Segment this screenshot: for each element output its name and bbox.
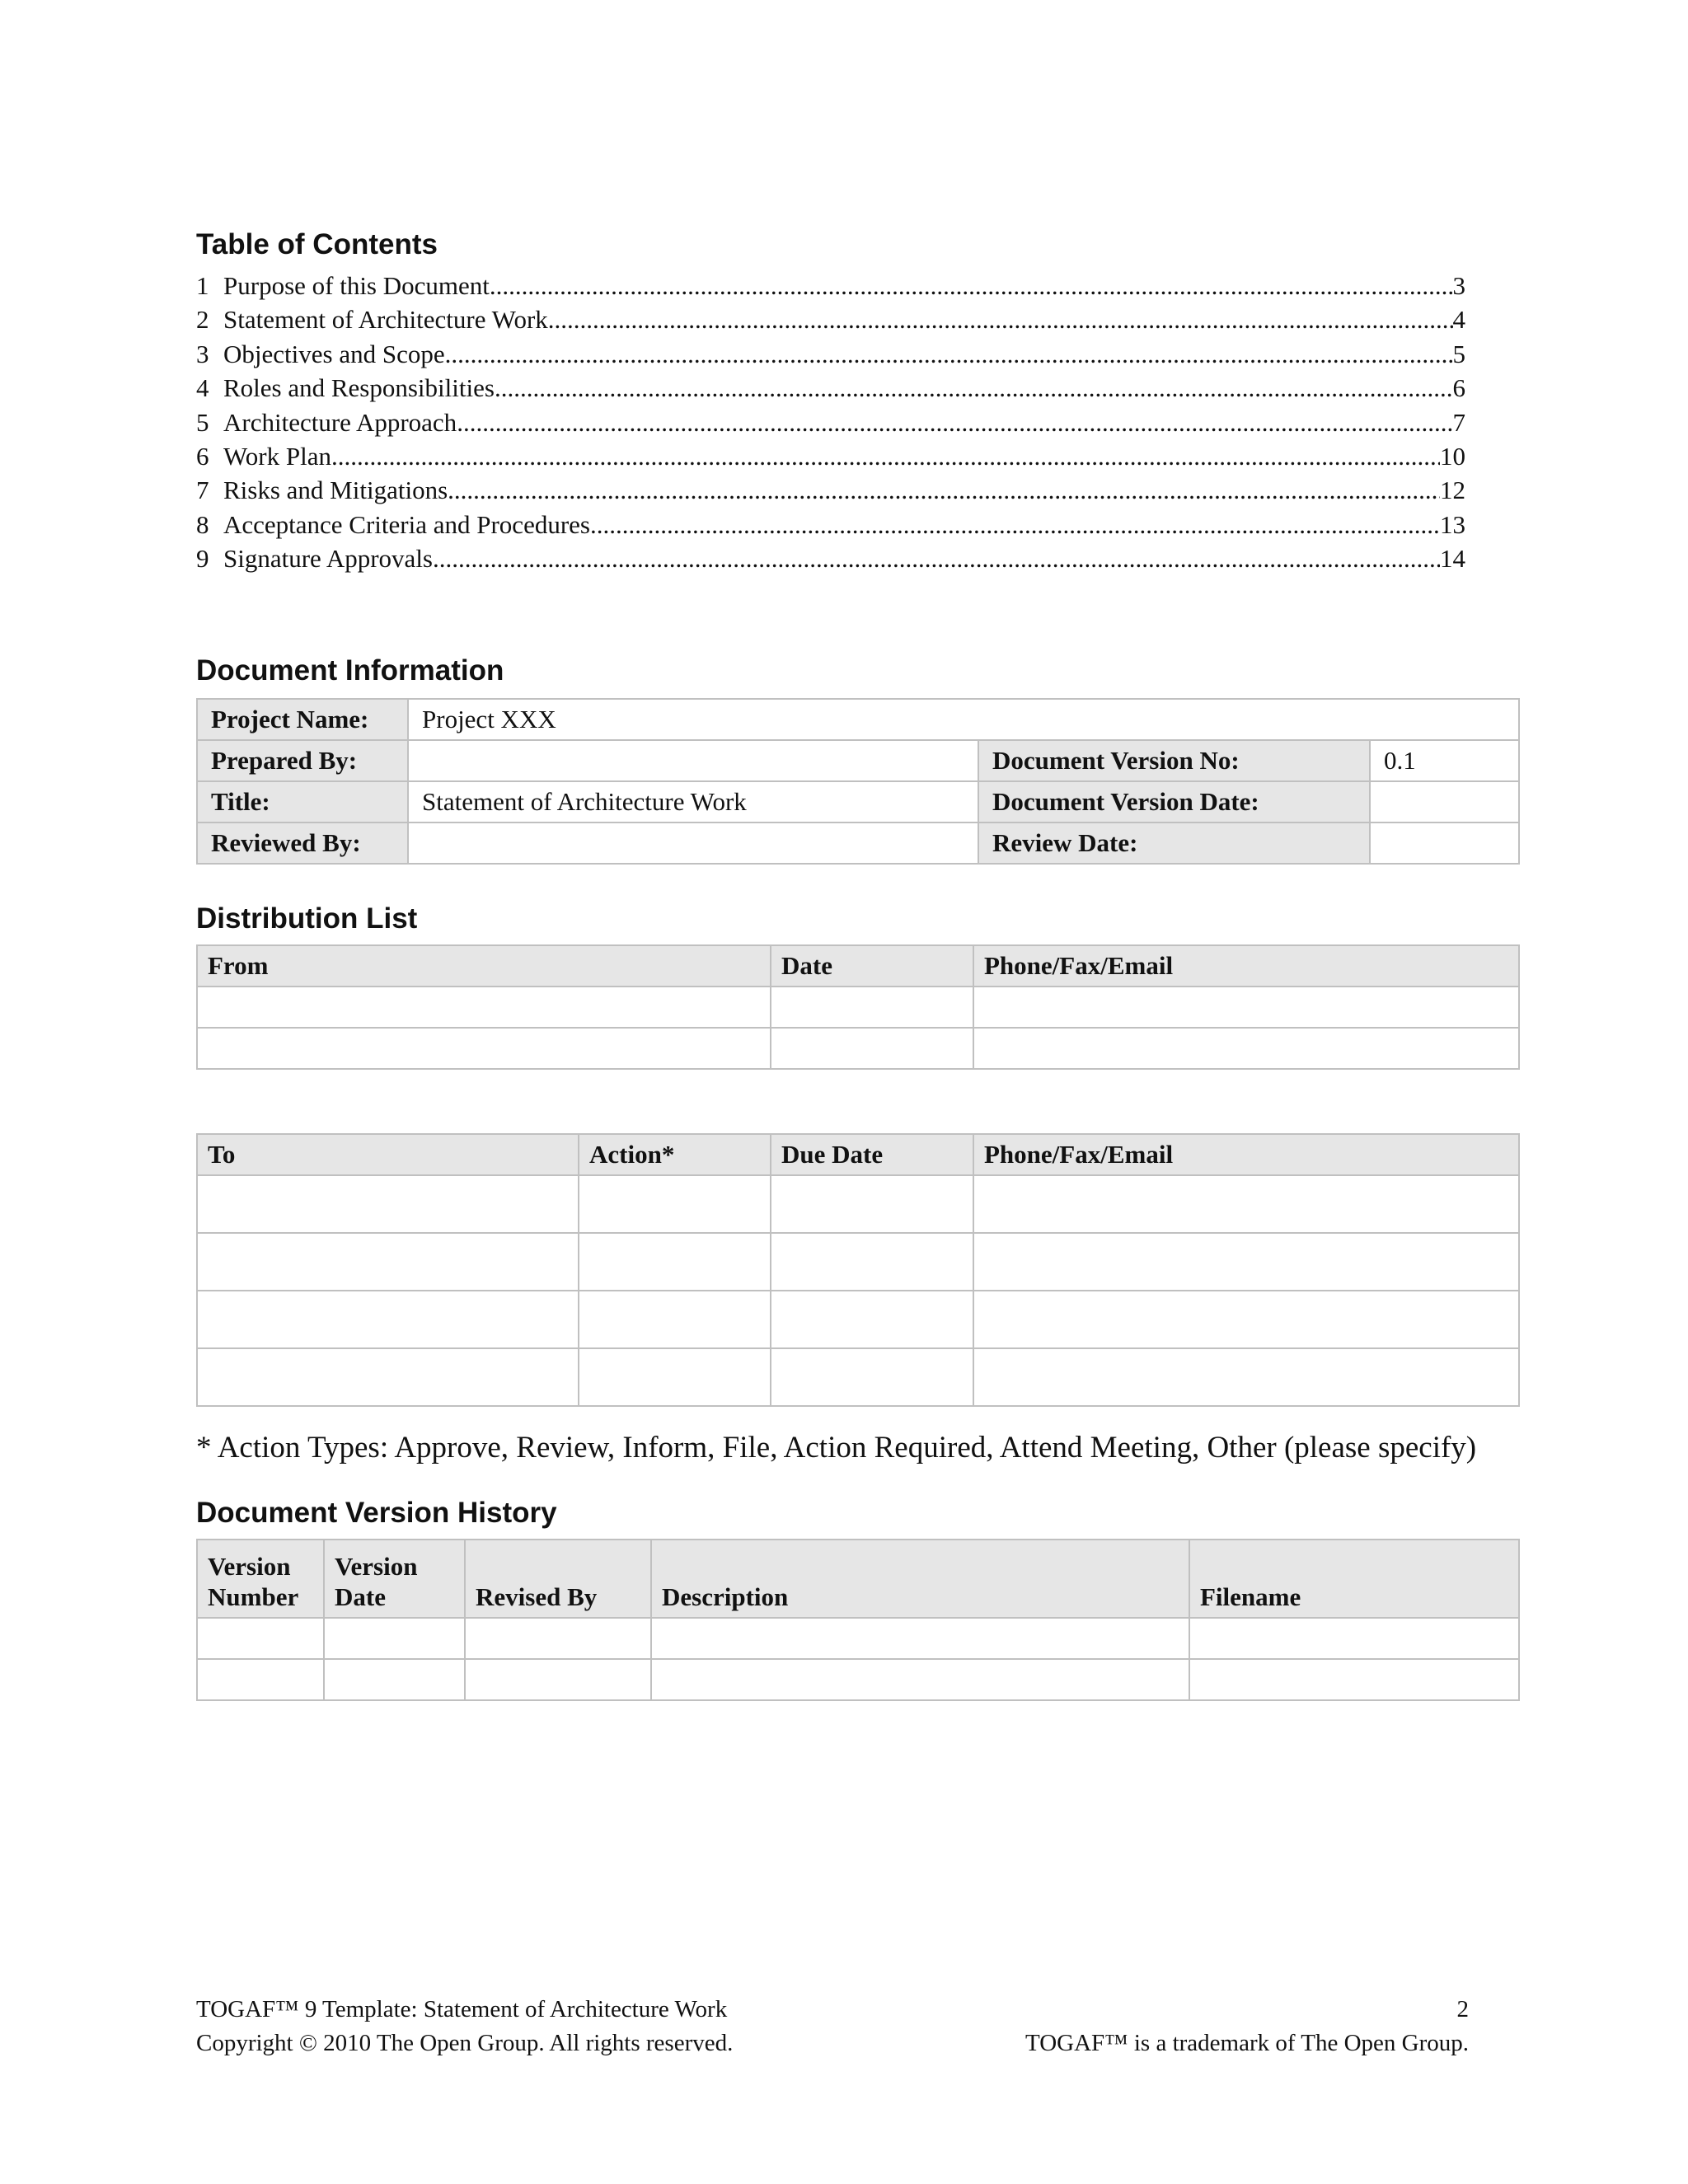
footer-trademark: TOGAF™ is a trademark of The Open Group. [1025, 2030, 1469, 2056]
description-cell[interactable] [651, 1618, 1189, 1659]
footer-template-title: TOGAF™ 9 Template: Statement of Architecture Work [196, 1996, 728, 2022]
table-row [197, 781, 1519, 823]
distribution-to-table [196, 1133, 1520, 1407]
revised-by-cell[interactable] [465, 1618, 651, 1659]
version-history-heading: Document Version History [196, 1497, 557, 1529]
to-cell[interactable] [197, 1175, 579, 1233]
column-header-phone-fax-email: Phone/Fax/Email [973, 1134, 1519, 1175]
toc-entry-page: 13 [1440, 509, 1465, 539]
column-header-phone-fax-email: Phone/Fax/Email [973, 945, 1519, 987]
phone-fax-email-cell[interactable] [973, 1233, 1519, 1291]
due-date-cell[interactable] [771, 1348, 973, 1406]
column-header-filename: Filename [1189, 1540, 1519, 1618]
toc-leader-dots [590, 508, 1440, 541]
description-cell[interactable] [651, 1659, 1189, 1700]
phone-fax-email-cell[interactable] [973, 1348, 1519, 1406]
action-cell[interactable] [579, 1175, 771, 1233]
toc-entry-page: 6 [1452, 373, 1465, 403]
action-cell[interactable] [579, 1291, 771, 1348]
date-cell[interactable] [771, 1028, 973, 1069]
page-footer [196, 1993, 1469, 2060]
phone-fax-email-cell[interactable] [973, 1291, 1519, 1348]
table-row [197, 1291, 1519, 1348]
table-row [197, 699, 1519, 740]
footer-page-number: 2 [1456, 1996, 1469, 2022]
review-date-label: Review Date: [978, 823, 1370, 864]
toc-entry[interactable] [196, 541, 1465, 575]
toc-entry-number: 2 [196, 305, 209, 335]
toc-entry-page: 7 [1452, 407, 1465, 437]
due-date-cell[interactable] [771, 1291, 973, 1348]
column-header-from: From [197, 945, 771, 987]
column-header-to: To [197, 1134, 579, 1175]
document-information-heading: Document Information [196, 654, 504, 687]
toc-entry-page: 14 [1440, 544, 1465, 574]
toc-entry-number: 4 [196, 373, 209, 403]
toc-entry-title: Acceptance Criteria and Procedures [223, 509, 590, 539]
toc-entry[interactable] [196, 473, 1465, 507]
document-version-no-field[interactable]: 0.1 [1370, 740, 1519, 781]
reviewed-by-label: Reviewed By: [197, 823, 408, 864]
toc-entry-number: 1 [196, 271, 209, 300]
toc-entry-page: 12 [1440, 476, 1465, 505]
to-cell[interactable] [197, 1291, 579, 1348]
toc-entry-number: 6 [196, 441, 209, 471]
toc-entry-page: 10 [1440, 441, 1465, 471]
action-types-note: * Action Types: Approve, Review, Inform, File, Action Required, Attend Meeting, Other (please specify) [196, 1431, 1477, 1465]
toc-entry-title: Objectives and Scope [223, 339, 445, 368]
table-row [197, 987, 1519, 1028]
toc-entry[interactable] [196, 371, 1465, 405]
table-of-contents [196, 227, 1465, 576]
title-field[interactable]: Statement of Architecture Work [408, 781, 978, 823]
toc-entry[interactable] [196, 439, 1465, 473]
filename-cell[interactable] [1189, 1659, 1519, 1700]
table-header-row [197, 1540, 1519, 1618]
toc-leader-dots [548, 302, 1453, 336]
column-header-version-date: Version Date [324, 1540, 465, 1618]
column-header-revised-by: Revised By [465, 1540, 651, 1618]
toc-leader-dots [495, 371, 1453, 405]
toc-entry-title: Signature Approvals [223, 544, 433, 574]
due-date-cell[interactable] [771, 1233, 973, 1291]
from-cell[interactable] [197, 1028, 771, 1069]
toc-entry-page: 3 [1452, 271, 1465, 300]
prepared-by-label: Prepared By: [197, 740, 408, 781]
phone-fax-email-cell[interactable] [973, 987, 1519, 1028]
table-row [197, 1233, 1519, 1291]
toc-entry[interactable] [196, 302, 1465, 336]
toc-leader-dots [457, 405, 1452, 439]
toc-entry-title: Purpose of this Document [223, 271, 490, 300]
toc-heading: Table of Contents [196, 228, 438, 260]
footer-row [196, 2027, 1469, 2060]
to-cell[interactable] [197, 1348, 579, 1406]
toc-entry-number: 8 [196, 509, 209, 539]
phone-fax-email-cell[interactable] [973, 1028, 1519, 1069]
toc-leader-dots [433, 541, 1440, 575]
table-row [197, 1175, 1519, 1233]
table-row [197, 823, 1519, 864]
due-date-cell[interactable] [771, 1175, 973, 1233]
toc-entry[interactable] [196, 405, 1465, 439]
distribution-list-heading: Distribution List [196, 902, 418, 935]
toc-entry-title: Risks and Mitigations [223, 476, 448, 505]
toc-entry[interactable] [196, 508, 1465, 541]
reviewed-by-field[interactable] [408, 823, 978, 864]
toc-entry[interactable] [196, 269, 1465, 302]
table-header-row [197, 1134, 1519, 1175]
table-row [197, 740, 1519, 781]
phone-fax-email-cell[interactable] [973, 1175, 1519, 1233]
from-cell[interactable] [197, 987, 771, 1028]
footer-copyright: Copyright © 2010 The Open Group. All rights reserved. [196, 2030, 734, 2056]
toc-entry[interactable] [196, 337, 1465, 371]
action-cell[interactable] [579, 1233, 771, 1291]
toc-leader-dots [490, 269, 1453, 302]
toc-entry-number: 7 [196, 476, 209, 505]
to-cell[interactable] [197, 1233, 579, 1291]
document-version-date-field[interactable] [1370, 781, 1519, 823]
table-row [197, 1659, 1519, 1700]
version-date-cell[interactable] [324, 1618, 465, 1659]
table-header-row [197, 945, 1519, 987]
title-label: Title: [197, 781, 408, 823]
filename-cell[interactable] [1189, 1618, 1519, 1659]
toc-entry-page: 5 [1452, 339, 1465, 368]
toc-entry-title: Architecture Approach [223, 407, 457, 437]
table-row [197, 1618, 1519, 1659]
table-row [197, 1348, 1519, 1406]
toc-entry-number: 5 [196, 407, 209, 437]
column-header-description: Description [651, 1540, 1189, 1618]
version-history-section [196, 1496, 1518, 1701]
version-date-cell[interactable] [324, 1659, 465, 1700]
toc-entry-title: Statement of Architecture Work [223, 305, 548, 335]
toc-entry-number: 3 [196, 339, 209, 368]
version-number-cell[interactable] [197, 1659, 324, 1700]
distribution-to-section [196, 1133, 1518, 1407]
prepared-by-field[interactable] [408, 740, 978, 781]
project-name-label: Project Name: [197, 699, 408, 740]
toc-entry-title: Work Plan [223, 441, 331, 471]
project-name-field[interactable]: Project XXX [408, 699, 1519, 740]
toc-leader-dots [445, 337, 1453, 371]
distribution-list-section [196, 902, 1518, 1070]
toc-entry-page: 4 [1452, 305, 1465, 335]
document-information-table [196, 698, 1520, 865]
column-header-action: Action* [579, 1134, 771, 1175]
toc-leader-dots [448, 473, 1440, 507]
distribution-from-table [196, 944, 1520, 1070]
toc-entry-number: 9 [196, 544, 209, 574]
footer-row [196, 1993, 1469, 2027]
version-history-table [196, 1539, 1520, 1701]
toc-entry-title: Roles and Responsibilities [223, 373, 495, 403]
toc-list [196, 269, 1465, 576]
document-version-date-label: Document Version Date: [978, 781, 1370, 823]
column-header-date: Date [771, 945, 973, 987]
date-cell[interactable] [771, 987, 973, 1028]
column-header-due-date: Due Date [771, 1134, 973, 1175]
toc-leader-dots [331, 439, 1440, 473]
version-number-cell[interactable] [197, 1618, 324, 1659]
revised-by-cell[interactable] [465, 1659, 651, 1700]
table-row [197, 1028, 1519, 1069]
action-cell[interactable] [579, 1348, 771, 1406]
column-header-version-number: Version Number [197, 1540, 324, 1618]
review-date-field[interactable] [1370, 823, 1519, 864]
document-information-section [196, 654, 1518, 865]
document-version-no-label: Document Version No: [978, 740, 1370, 781]
